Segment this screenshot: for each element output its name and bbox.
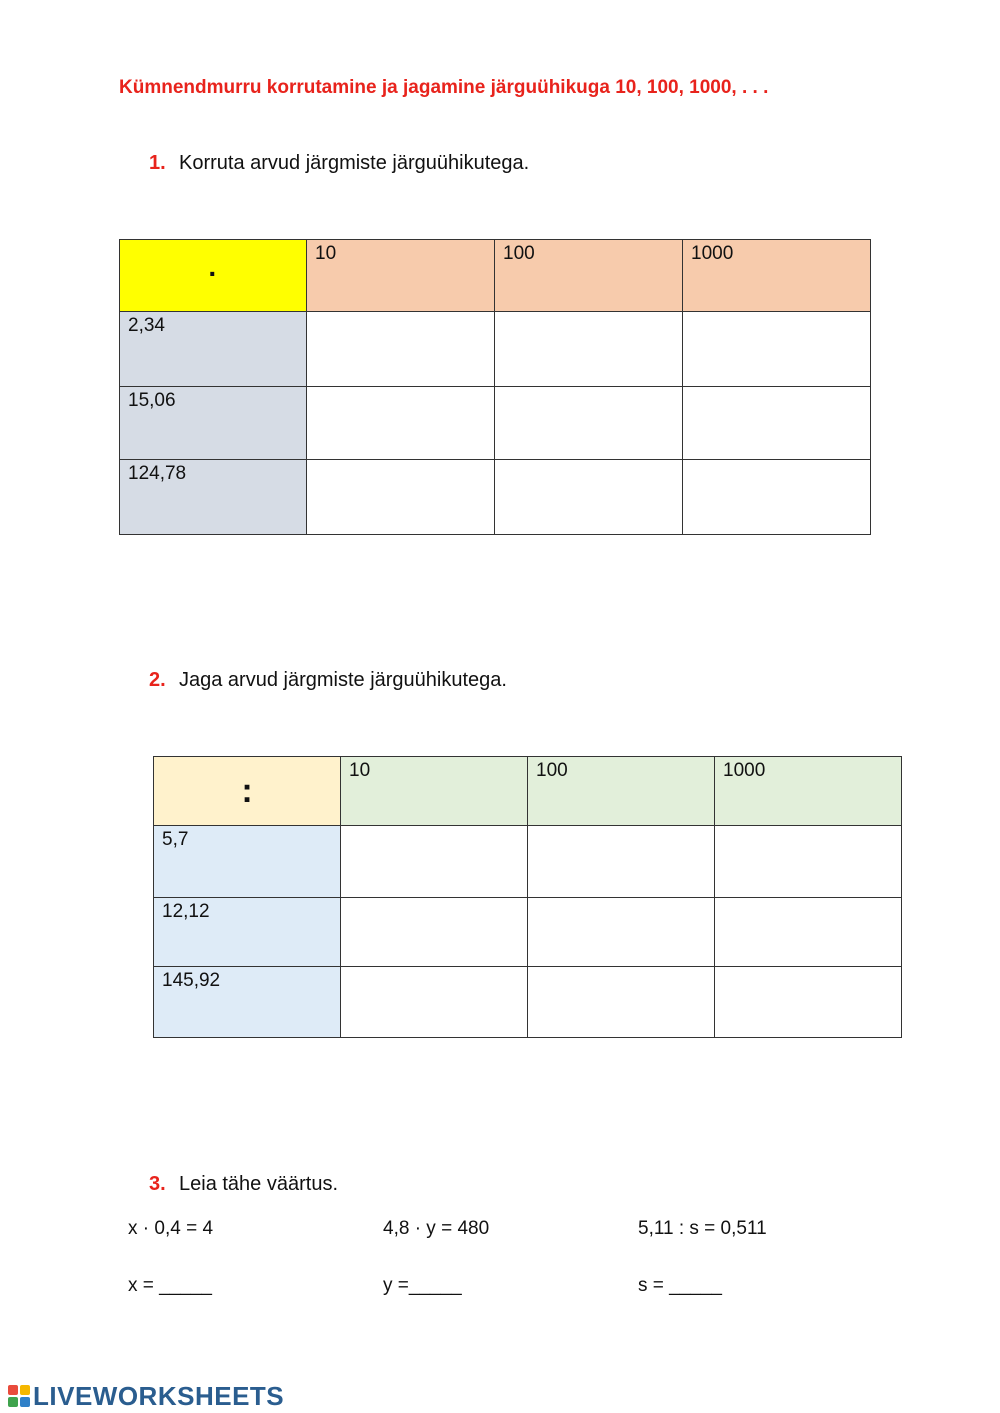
liveworksheets-logo[interactable] — [8, 1381, 284, 1411]
answer-cell[interactable] — [307, 460, 495, 535]
row-label: 5,7 — [154, 826, 341, 898]
answer-s[interactable]: s = _____ — [638, 1275, 722, 1296]
answer-cell[interactable] — [528, 967, 715, 1038]
equation-x: x · 0,4 = 4 — [128, 1218, 214, 1239]
task-1-number: 1. — [149, 152, 166, 174]
logo-text: LIVEWORKSHEETS — [33, 1380, 285, 1411]
table-row — [120, 387, 871, 460]
table-row — [154, 826, 902, 898]
task-3-number: 3. — [149, 1173, 166, 1195]
answer-cell[interactable] — [307, 387, 495, 460]
answer-cell[interactable] — [683, 387, 871, 460]
answer-cell[interactable] — [715, 898, 902, 967]
answer-cell[interactable] — [341, 967, 528, 1038]
task-3-heading — [149, 1173, 338, 1196]
divide-operator-cell — [154, 757, 341, 826]
task-1-heading — [149, 152, 529, 175]
header-cell: 100 — [495, 240, 683, 312]
answer-cell[interactable] — [528, 898, 715, 967]
task-2-number: 2. — [149, 669, 166, 691]
answer-cell[interactable] — [341, 826, 528, 898]
header-cell: 1000 — [715, 757, 902, 826]
row-label: 12,12 — [154, 898, 341, 967]
answer-y[interactable]: y =_____ — [383, 1275, 462, 1296]
table-row — [120, 460, 871, 535]
answer-cell[interactable] — [341, 898, 528, 967]
row-label: 15,06 — [120, 387, 307, 460]
answer-cell[interactable] — [495, 460, 683, 535]
multiply-operator: · — [208, 257, 218, 289]
table-row — [120, 312, 871, 387]
divide-operator: : — [241, 771, 253, 810]
answer-cell[interactable] — [528, 826, 715, 898]
task-2-instruction: Jaga arvud järgmiste järguühikutega. — [179, 669, 507, 691]
task-3-instruction: Leia tähe väärtus. — [179, 1173, 338, 1195]
task-2-heading — [149, 669, 507, 692]
answer-cell[interactable] — [715, 967, 902, 1038]
worksheet-title: Kümnendmurru korrutamine ja jagamine järguühikuga 10, 100, 1000, . . . — [119, 77, 769, 98]
division-table — [153, 756, 902, 1038]
answer-x[interactable]: x = _____ — [128, 1275, 212, 1296]
answer-cell[interactable] — [495, 312, 683, 387]
multiplication-table — [119, 239, 871, 535]
answer-cell[interactable] — [307, 312, 495, 387]
row-label: 145,92 — [154, 967, 341, 1038]
header-cell: 10 — [307, 240, 495, 312]
header-cell: 100 — [528, 757, 715, 826]
header-cell: 1000 — [683, 240, 871, 312]
header-cell: 10 — [341, 757, 528, 826]
equation-y: 4,8 · y = 480 — [383, 1218, 490, 1239]
table-header-row — [154, 757, 902, 826]
table-row — [154, 967, 902, 1038]
answer-cell[interactable] — [495, 387, 683, 460]
table-row — [154, 898, 902, 967]
row-label: 124,78 — [120, 460, 307, 535]
equation-s: 5,11 : s = 0,511 — [638, 1218, 767, 1239]
answer-cell[interactable] — [683, 460, 871, 535]
multiply-operator-cell — [120, 240, 307, 312]
task-1-instruction: Korruta arvud järgmiste järguühikutega. — [179, 152, 530, 174]
answer-cell[interactable] — [715, 826, 902, 898]
row-label: 2,34 — [120, 312, 307, 387]
answer-cell[interactable] — [683, 312, 871, 387]
table-header-row — [120, 240, 871, 312]
liveworksheets-logo-icon — [8, 1385, 30, 1407]
